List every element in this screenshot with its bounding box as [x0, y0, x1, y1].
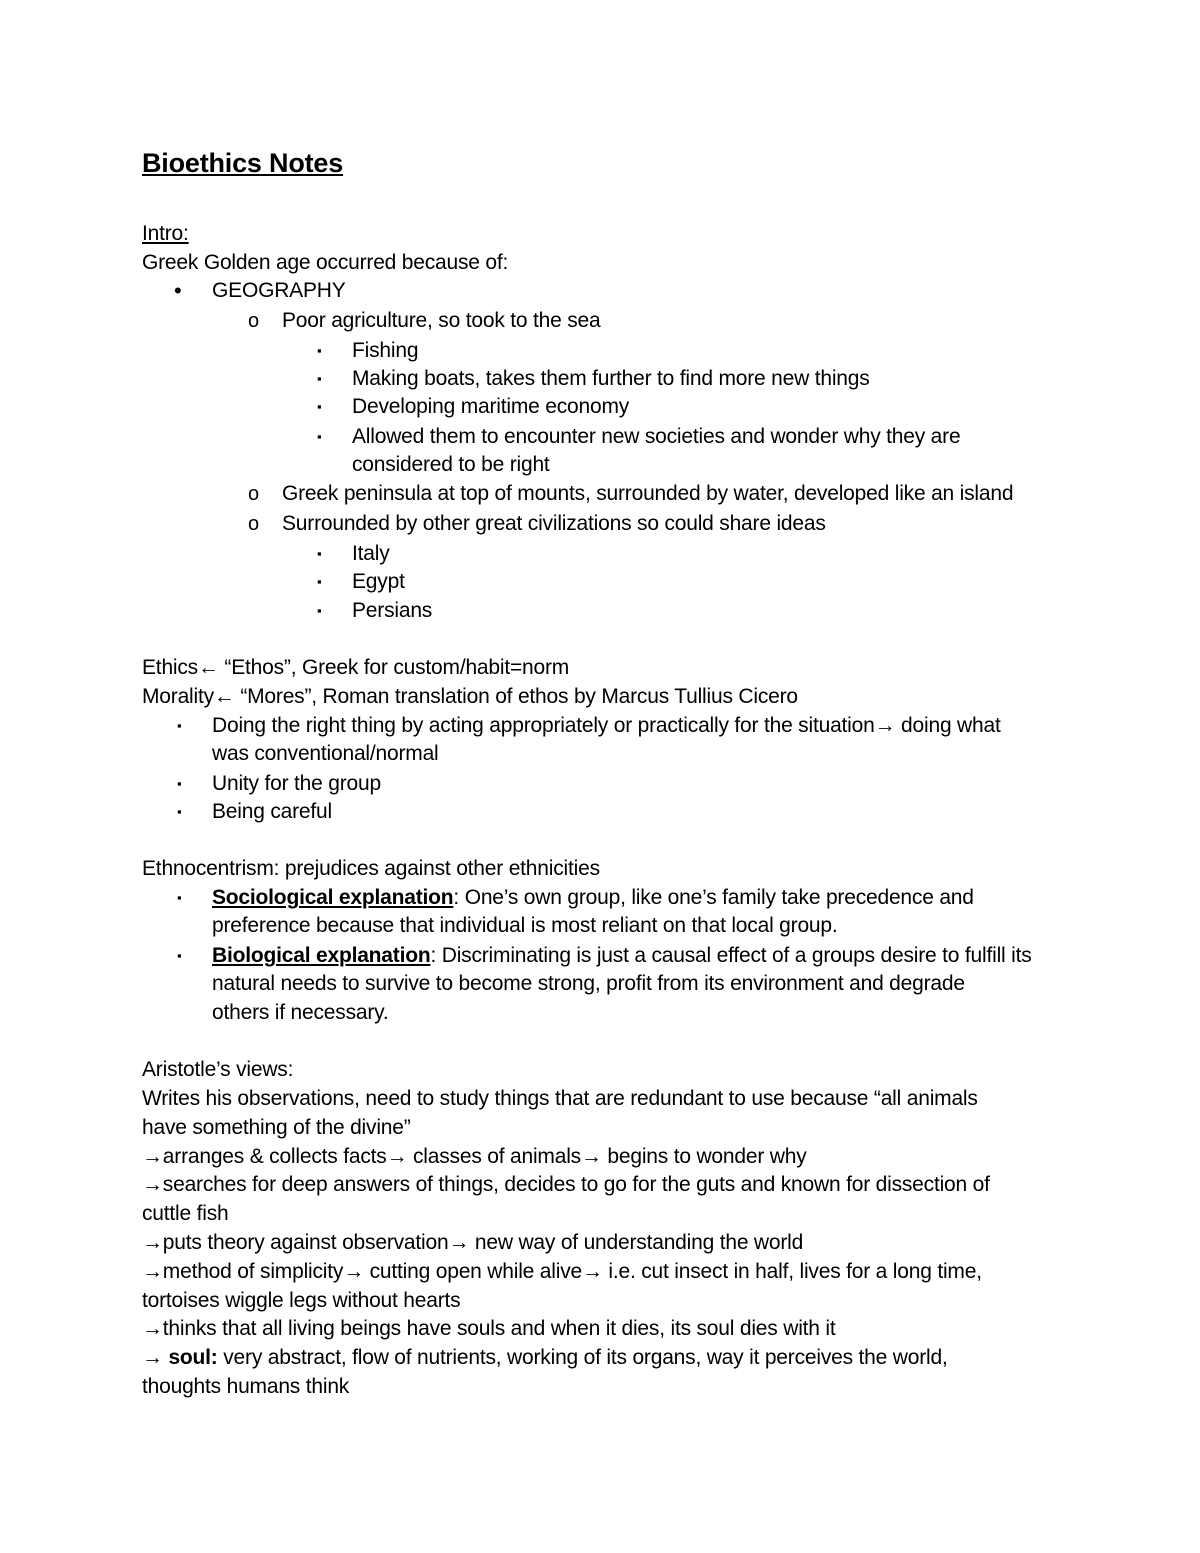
sociological-item — [212, 886, 974, 910]
soul-line — [142, 1346, 948, 1370]
list-item-continuation: preference because that individual is most reliant on that local group. — [212, 914, 838, 937]
square-marker: ▪ — [317, 429, 322, 444]
square-marker: ▪ — [177, 776, 182, 791]
list-item: Fishing — [352, 339, 419, 362]
intro-heading: Intro: — [142, 222, 189, 245]
biological-text: : Discriminating is just a causal effect of a groups desire to fulfill its — [430, 944, 1032, 967]
paragraph-line: have something of the divine” — [142, 1116, 411, 1139]
arrow-prefix: → — [142, 1346, 169, 1369]
circle-marker: o — [248, 310, 260, 332]
arrow-line: →puts theory against observation→ new way of understanding the world — [142, 1231, 804, 1254]
morality-line: Morality← “Mores”, Roman translation of ethos by Marcus Tullius Cicero — [142, 685, 798, 708]
paragraph-line: cuttle fish — [142, 1202, 229, 1225]
sub-item-civilizations: Surrounded by other great civilizations so could share ideas — [282, 512, 826, 535]
square-marker: ▪ — [177, 890, 182, 905]
soul-label: soul: — [168, 1346, 218, 1369]
list-item: Unity for the group — [212, 772, 381, 795]
square-marker: ▪ — [317, 574, 322, 589]
square-marker: ▪ — [177, 804, 182, 819]
square-marker: ▪ — [317, 371, 322, 386]
bullet-marker: • — [174, 278, 182, 303]
square-marker: ▪ — [317, 343, 322, 358]
biological-item — [212, 944, 1032, 968]
ethics-line: Ethics← “Ethos”, Greek for custom/habit=norm — [142, 656, 570, 679]
list-item: Italy — [352, 542, 390, 565]
arrow-line: →method of simplicity→ cutting open while alive→ i.e. cut insect in half, lives for a long time, — [142, 1260, 982, 1283]
list-item: Egypt — [352, 570, 405, 593]
list-item: Making boats, takes them further to find more new things — [352, 367, 870, 390]
sociological-label: Sociological explanation — [212, 886, 454, 909]
arrow-line: →searches for deep answers of things, decides to go for the guts and known for dissection of — [142, 1173, 990, 1196]
intro-lead: Greek Golden age occurred because of: — [142, 251, 509, 274]
list-item-continuation: natural needs to survive to become strong, profit from its environment and degrade — [212, 972, 965, 995]
circle-marker: o — [248, 483, 260, 505]
square-marker: ▪ — [317, 399, 322, 414]
list-item-continuation: considered to be right — [352, 453, 550, 476]
geography-item: GEOGRAPHY — [212, 279, 346, 302]
list-item: Developing maritime economy — [352, 395, 630, 418]
sub-item-peninsula: Greek peninsula at top of mounts, surrounded by water, developed like an island — [282, 482, 1014, 505]
square-marker: ▪ — [177, 948, 182, 963]
arrow-line: →thinks that all living beings have souls and when it dies, its soul dies with it — [142, 1317, 836, 1340]
square-marker: ▪ — [317, 546, 322, 561]
sociological-text: : One’s own group, like one’s family take precedence and — [453, 886, 974, 909]
arrow-line: →arranges & collects facts→ classes of animals→ begins to wonder why — [142, 1145, 807, 1168]
paragraph-line: tortoises wiggle legs without hearts — [142, 1289, 461, 1312]
list-item-continuation: others if necessary. — [212, 1001, 389, 1024]
page-title: Bioethics Notes — [142, 148, 344, 178]
square-marker: ▪ — [317, 603, 322, 618]
aristotle-heading: Aristotle’s views: — [142, 1058, 294, 1081]
list-item: Being careful — [212, 800, 332, 823]
soul-text: very abstract, flow of nutrients, working of its organs, way it perceives the world, — [217, 1346, 948, 1369]
circle-marker: o — [248, 513, 260, 535]
list-item: Persians — [352, 599, 433, 622]
sub-item-agriculture: Poor agriculture, so took to the sea — [282, 309, 601, 332]
list-item: Doing the right thing by acting appropriately or practically for the situation→ doing what — [212, 714, 1001, 737]
list-item: Allowed them to encounter new societies and wonder why they are — [352, 425, 961, 448]
biological-label: Biological explanation — [212, 944, 431, 967]
ethnocentrism-line: Ethnocentrism: prejudices against other ethnicities — [142, 857, 600, 880]
square-marker: ▪ — [177, 718, 182, 733]
paragraph-line: thoughts humans think — [142, 1375, 350, 1398]
paragraph-line: Writes his observations, need to study things that are redundant to use because “all animals — [142, 1087, 978, 1110]
list-item-continuation: was conventional/normal — [212, 742, 439, 765]
